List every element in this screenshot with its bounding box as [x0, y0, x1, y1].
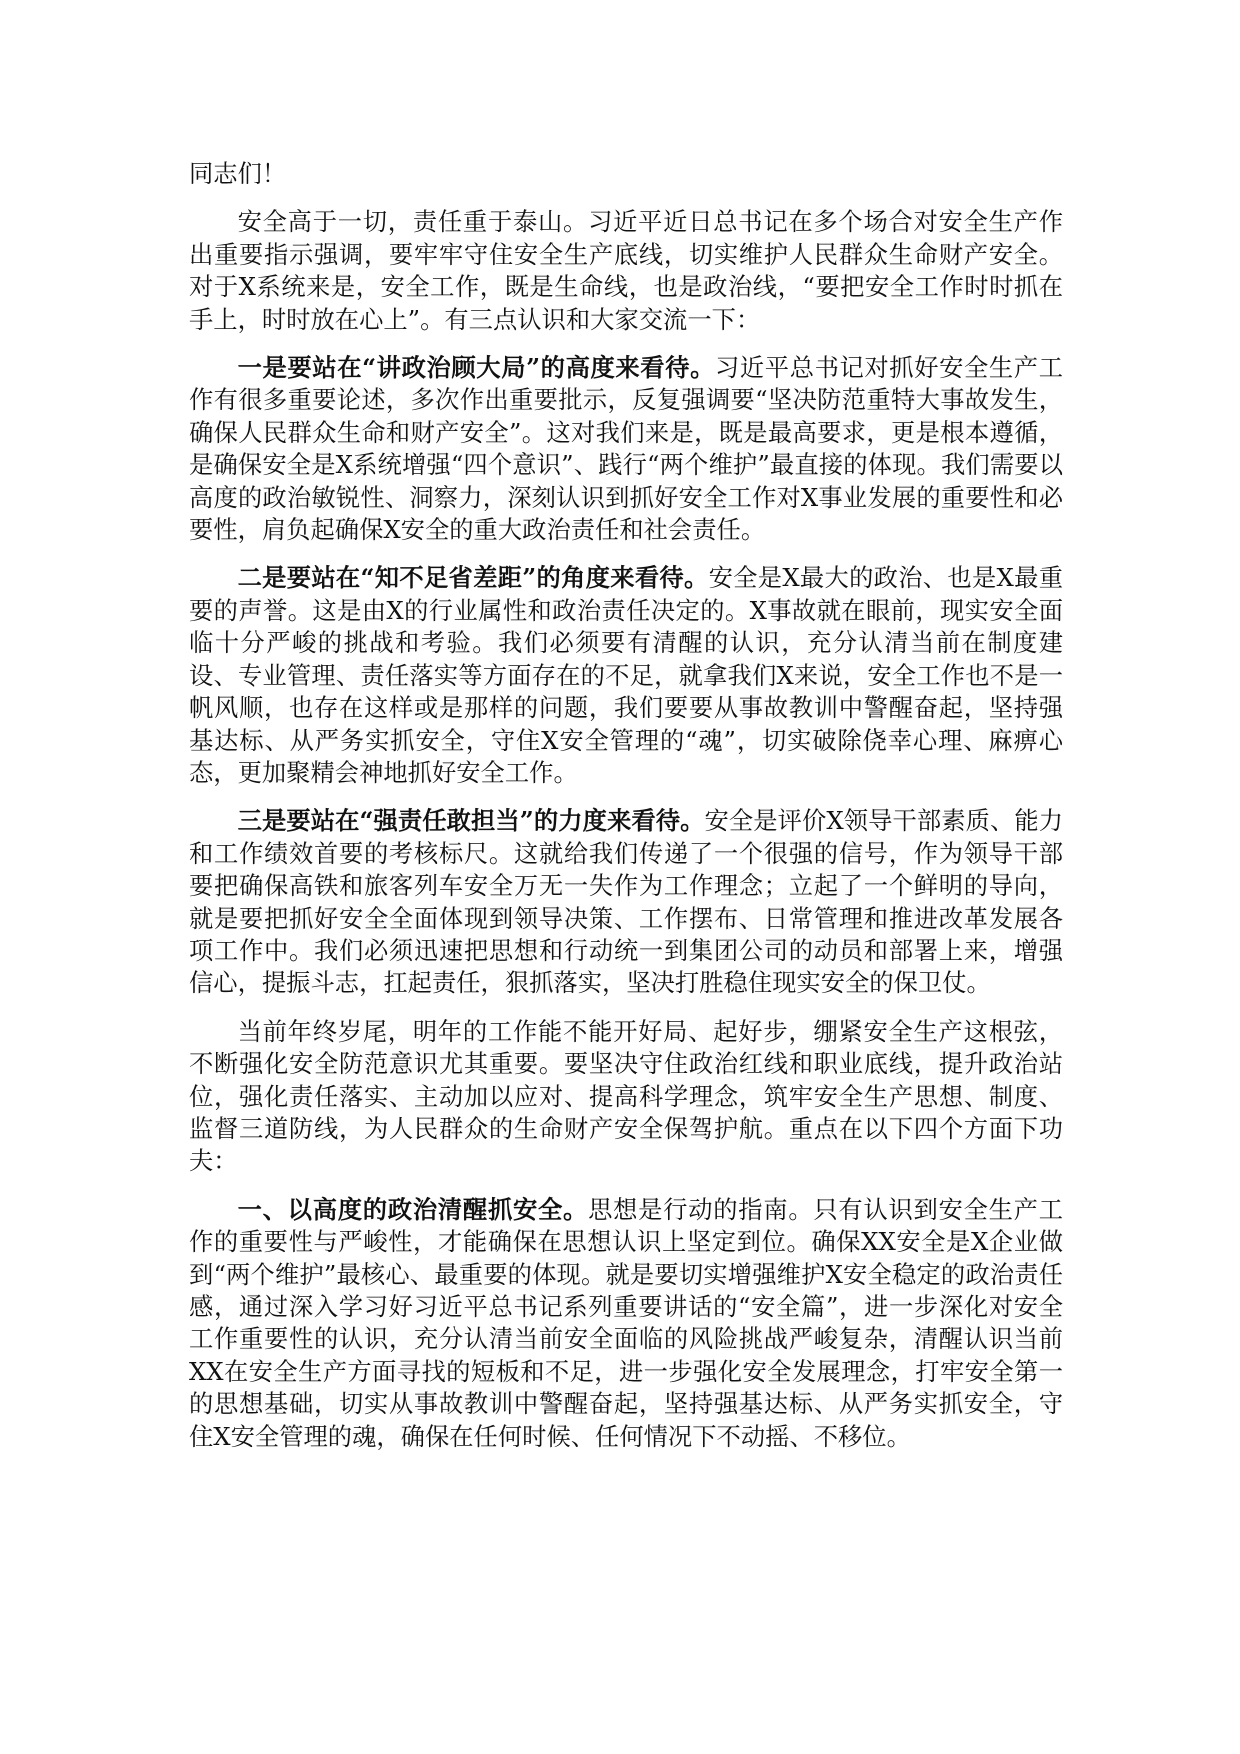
paragraph-heading: 二是要站在“知不足省差距”的角度来看待。 [237, 563, 709, 593]
paragraph-text: 习近平总书记对抓好安全生产工作有很多重要论述，多次作出重要批示，反复强调要“坚决防范重特大事故发生，确保人民群众生命和财产安全”。这对我们来是，既是最高要求，更是根本遵循，是确保安全是X系统增强“四个意识”、践行“两个维护”最直接的体现。我们需要以高度的政治敏锐性、洞察力，深刻认识到抓好安全工作对X事业发展的重要性和必要性，肩负起确保X安全的重大政治责任和社会责任。 [189, 353, 1063, 545]
paragraph-heading: 三是要站在“强责任敢担当”的力度来看待。 [237, 806, 705, 836]
salutation: 同志们！ [189, 159, 287, 188]
paragraph-text: 当前年终岁尾，明年的工作能不能开好局、起好步，绷紧安全生产这根弦，不断强化安全防范意识尤其重要。要坚决守住政治红线和职业底线，提升政治站位，强化责任落实、主动加以应对、提高科学理念，筑牢安全生产思想、制度、监督三道防线，为人民群众的生命财产安全保驾护航。重点在以下四个方面下功夫： [189, 1016, 1063, 1176]
paragraph-point-2 [189, 562, 1063, 789]
paragraph-intro [189, 206, 1063, 336]
paragraph-text: 安全是评价X领导干部素质、能力和工作绩效首要的考核标尺。这就给我们传递了一个很强的信号，作为领导干部要把确保高铁和旅客列车安全万无一失作为工作理念；立起了一个鲜明的导向，就是要把抓好安全全面体现到领导决策、工作摆布、日常管理和推进改革发展各项工作中。我们必须迅速把思想和行动统一到集团公司的动员和部署上来，增强信心，提振斗志，扛起责任，狠抓落实，坚决打胜稳住现实安全的保卫仗。 [189, 806, 1063, 998]
document-body [189, 158, 1063, 1469]
paragraph-heading: 一、以高度的政治清醒抓安全。 [237, 1194, 589, 1224]
paragraph-transition [189, 1016, 1063, 1178]
paragraph-text: 安全是X最大的政治、也是X最重要的声誉。这是由X的行业属性和政治责任决定的。X事故就在眼前，现实安全面临十分严峻的挑战和考验。我们必须要有清醒的认识，充分认清当前在制度建设、专业管理、责任落实等方面存在的不足，就拿我们X来说，安全工作也不是一帆风顺，也存在这样或是那样的问题，我们要要从事故教训中警醒奋起，坚持强基达标、从严务实抓安全，守住X安全管理的“魂”，切实破除侥幸心理、麻痹心态，更加聚精会神地抓好安全工作。 [189, 563, 1064, 787]
paragraph-text: 思想是行动的指南。只有认识到安全生产工作的重要性与严峻性，才能确保在思想认识上坚定到位。确保XX安全是X企业做到“两个维护”最核心、最重要的体现。就是要切实增强维护X安全稳定的政治责任感，通过深入学习好习近平总书记系列重要讲话的“安全篇”，进一步深化对安全工作重要性的认识，充分认清当前安全面临的风险挑战严峻复杂，清醒认识当前XX在安全生产方面寻找的短板和不足，进一步强化安全发展理念，打牢安全第一的思想基础，切实从事故教训中警醒奋起，坚持强基达标、从严务实抓安全，守住X安全管理的魂，确保在任何时候、任何情况下不动摇、不移位。 [189, 1194, 1063, 1451]
paragraph-point-3 [189, 805, 1063, 999]
paragraph-heading: 一是要站在“讲政治顾大局”的高度来看待。 [237, 353, 715, 383]
paragraph-text: 安全高于一切，责任重于泰山。习近平近日总书记在多个场合对安全生产作出重要指示强调，要牢牢守住安全生产底线，切实维护人民群众生命财产安全。对于X系统来是，安全工作，既是生命线，也是政治线，“要把安全工作时时抓在手上，时时放在心上”。有三点认识和大家交流一下： [189, 207, 1063, 334]
paragraph-section-1 [189, 1194, 1063, 1453]
paragraph-point-1 [189, 352, 1063, 546]
